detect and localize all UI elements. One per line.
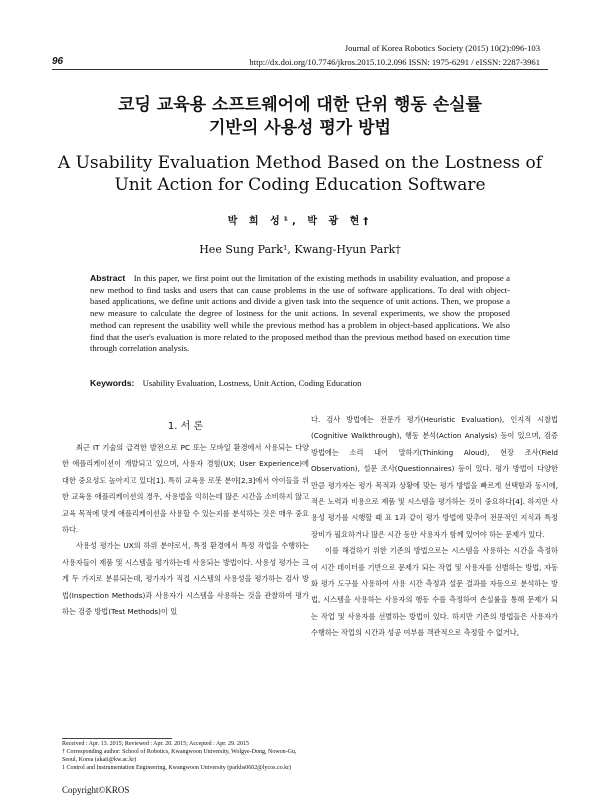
- abstract-label: Abstract: [90, 273, 126, 283]
- keywords-label: Keywords:: [90, 378, 135, 388]
- abstract-text: In this paper, we first point out the limitation of the existing methods in usability evaluation, and propose a new method to find tasks and users that can cause problems in the use of software applications. To deal with object-based applications, we define unit actions and divide a given task into the sequence of unit actions. Then, we propose a new measure to calculate the degree of lostness for the unit actions. In several experiments, we show the proposed method can represent the usability well while the previous method has a problem in object-based applications. We also find that the user's evaluation is more related to the proposed method than the previous method based on execution time through correlation analysis.: [90, 273, 511, 354]
- corresponding-author-note: † Corresponding author: School of Robotics, Kwangwoon University, Wolgye-Dong, Nowon-Gu, Seoul, Korea (akaii@kw.ac.kr): [62, 749, 297, 763]
- page-number: 96: [52, 56, 64, 67]
- affiliation-note: 1 Control and Instrumentation Engineering, Kwangwoon University (parkhs0602@lycos.co.kr): [62, 765, 292, 771]
- english-title-line1: A Usability Evaluation Method Based on the Lostness of: [57, 153, 543, 173]
- intro-paragraph-1: 최근 IT 기술의 급격한 발전으로 PC 또는 모바일 환경에서 사용되는 다양한 애플리케이션이 개발되고 있으며, 사용자 경험(UX; User Experience)에 대한 중요성도 높아지고 있다[1]. 특히 교육용 로봇 분야[2,3]에서 아이들을 위한 교육용 애플리케이션의 경우, 사용법을 익히는데 많은 시간을 소비하지 않고 교육 목적에 맞게 애플리케이션을 사용할 수 있는지를 분석하는 것은 매우 중요하다.: [62, 443, 309, 535]
- keywords: [90, 378, 510, 388]
- left-column: [62, 440, 309, 620]
- journal-citation: Journal of Korea Robotics Society (2015) 10(2):096-103: [344, 43, 540, 53]
- english-title-line2: Unit Action for Coding Education Software: [114, 175, 486, 195]
- section-heading: 1. 서 론: [167, 421, 204, 432]
- journal-header: [249, 42, 540, 69]
- intro-paragraph-4: 이를 해결하기 위한 기존의 방법으로는 시스템을 사용하는 시간을 측정하여 시간 데이터를 기반으로 문제가 되는 작업 및 사용자를 선별하는 방법, 자동화 평가 도구를 사용하여 사용 시간 측정과 설문 결과를 자동으로 분석하는 방법, 시스템을 사용하는 사용자의 행동 수를 측정하여 손실률을 통해 문제가 되는 작업 및 사용자를 선별하는 방법이 있다. 하지만 기존의 방법들은 사용자가 수행하는 작업의 시간과 성공 여부를 객관적으로 측정할 수 없거나,: [311, 546, 558, 638]
- footnotes: [62, 740, 312, 772]
- received-dates: Received : Apr. 13. 2015; Reviewed : Apr. 20. 2015; Accepted : Apr. 29. 2015: [62, 741, 249, 747]
- right-column: [311, 412, 558, 642]
- korean-authors: 박 희 성¹, 박 광 현†: [227, 216, 373, 227]
- korean-title-line1: 코딩 교육용 소프트웨어에 대한 단위 행동 손실률: [118, 95, 482, 115]
- korean-title-line2: 기반의 사용성 평가 방법: [209, 118, 391, 138]
- abstract: [90, 273, 510, 355]
- doi-issn-line: http://dx.doi.org/10.7746/jkros.2015.10.2.096 ISSN: 1975-6291 / eISSN: 2287-3961: [249, 56, 540, 67]
- english-authors: Hee Sung Park¹, Kwang-Hyun Park†: [199, 243, 401, 256]
- keywords-text: Usability Evaluation, Lostness, Unit Action, Coding Education: [142, 378, 362, 388]
- intro-paragraph-2: 사용성 평가는 UX의 하위 분야로서, 특정 환경에서 특정 작업을 수행하는 사용자들이 제품 및 시스템을 평가하는데 사용되는 방법이다. 사용성 평가는 크게 두 가지로 분류되는데, 평가자가 직접 시스템의 사용성을 평가하는 검사 방법(Inspection Methods)과 사용자가 시스템을 사용하는 것을 관찰하여 평가하는 검증 방법(Test Methods)이 있: [62, 541, 309, 617]
- korean-title: [0, 94, 600, 140]
- intro-paragraph-3: 다. 검사 방법에는 전문가 평가(Heuristic Evaluation), 인지적 시찰법(Cognitive Walkthrough), 행동 분석(Action Analysis) 등이 있으며, 검증 방법에는 소리 내어 말하기(Thinking Aloud), 현장 조사(Field Observation), 설문 조사(Questionnaires) 등이 있다. 평가 방법이 다양한 만큼 평가자는 평가 목적과 상황에 맞는 평가 방법을 빠르게 선택함과 동시에, 적은 노력과 비용으로 제품 및 시스템을 평가하는 것이 중요하다[4]. 하지만 사용성 평가를 시행할 때 표 1과 같이 평가 방법에 맞추어 전문적인 지식과 특정 장비가 필요하거나 많은 시간 동안 사용자가 함께 있어야 하는 문제가 있다.: [311, 415, 558, 539]
- copyright-notice: Copyright©KROS: [62, 785, 130, 795]
- header-rule: [52, 69, 548, 70]
- english-title: [0, 152, 600, 196]
- footnote-rule: [62, 738, 172, 739]
